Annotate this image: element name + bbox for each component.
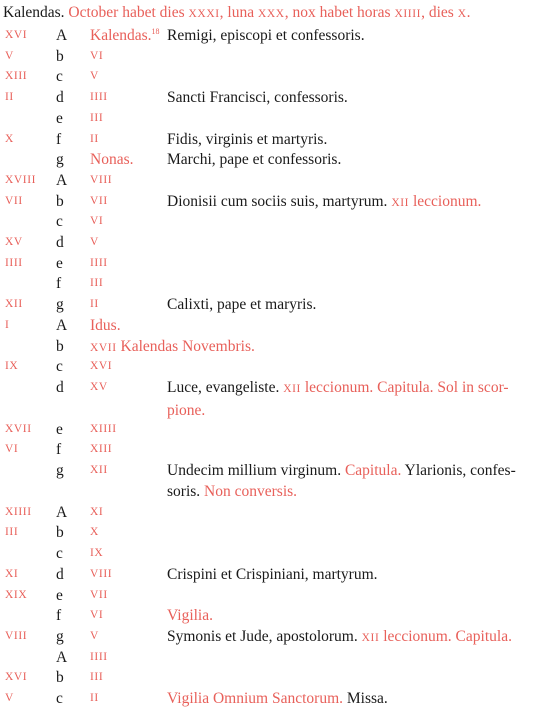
dominical-letter: f: [56, 441, 62, 459]
feast-text: [167, 377, 537, 421]
heading-rest-b: , luna: [219, 4, 255, 21]
golden-number: XIII: [5, 70, 28, 83]
day-count: XIIII: [90, 422, 117, 435]
golden-number: XIX: [5, 588, 28, 601]
dominical-letter: b: [56, 192, 64, 210]
day-count: II: [90, 692, 99, 704]
day-count: VI: [90, 609, 104, 622]
golden-number: I: [5, 318, 10, 331]
feast-line: [167, 294, 537, 315]
day-count: VIII: [90, 173, 113, 186]
dominical-letter: g: [56, 627, 64, 645]
rubric-text: Vigilia Omnium Sanctorum.: [167, 690, 344, 707]
golden-number: XVIII: [5, 173, 37, 186]
feast-name: Fidis, virginis et martyris.: [167, 130, 328, 148]
day-count: II: [90, 298, 99, 311]
dominical-letter: g: [56, 462, 64, 479]
rubric-text: leccionum.: [409, 192, 482, 210]
golden-number: XVII: [5, 422, 32, 435]
day-count: II: [90, 132, 99, 145]
golden-number: XIIII: [5, 505, 32, 518]
dominical-letter: c: [56, 358, 63, 376]
feast-line: [167, 460, 537, 481]
golden-number: VIII: [5, 629, 28, 642]
dominical-letter: b: [56, 337, 64, 355]
day-count: VII: [90, 194, 108, 207]
feast-name: Sancti Francisci, confessoris.: [167, 89, 348, 107]
heading-end: .: [466, 4, 471, 21]
feast-name: Dionisii cum sociis suis, martyrum.: [167, 192, 392, 210]
dominical-letter: e: [56, 254, 63, 272]
dominical-letter: A: [56, 171, 68, 189]
day-count: XI: [90, 505, 104, 518]
feast-name: Symonis et Jude, apostolorum.: [167, 627, 362, 645]
feast-line: [167, 605, 537, 626]
rubric-text: XII: [391, 196, 410, 209]
rubric-text: XII: [283, 382, 301, 395]
golden-number: V: [5, 49, 14, 62]
day-count: V: [90, 236, 99, 248]
feast-name: Calixti, pape et maryris.: [167, 296, 317, 314]
rubric-text: Capitula.: [344, 462, 402, 479]
golden-number: II: [5, 91, 14, 104]
dominical-letter: A: [56, 503, 68, 521]
feast-name: Marchi, pape et confessoris.: [167, 151, 342, 169]
rubric-text: leccionum. Capitula. Sol in scor-: [300, 378, 509, 396]
day-count: IIII: [90, 650, 108, 663]
dominical-letter: A: [56, 648, 68, 666]
feast-name: Ylarionis, confes-: [401, 462, 516, 479]
feast-line: [167, 129, 537, 150]
day-count: III: [90, 277, 104, 290]
day-count: Idus.: [90, 316, 121, 334]
day-count: XII: [90, 464, 108, 476]
dominical-letter: b: [56, 669, 64, 687]
feast-line: [167, 377, 537, 400]
heading-dies: X: [457, 8, 467, 20]
feast-text: [167, 294, 537, 315]
dominical-letter: e: [56, 586, 63, 604]
day-count: VIII: [90, 567, 113, 580]
feast-line: [167, 481, 537, 502]
dominical-letter: e: [56, 109, 63, 127]
feast-line: [167, 87, 537, 108]
day-label: Kalendas Novembris.: [116, 337, 255, 355]
day-count: IIII: [90, 256, 108, 269]
day-count: VI: [90, 49, 104, 62]
day-count: Nonas.: [90, 151, 134, 169]
feast-text: [167, 87, 537, 108]
dominical-letter: A: [56, 316, 68, 334]
rubric-text: Vigilia.: [167, 607, 213, 625]
dominical-letter: d: [56, 565, 64, 583]
golden-number: IIII: [5, 256, 23, 269]
day-count: [90, 336, 255, 359]
heading-kalendas: Kalendas.: [3, 4, 65, 21]
dominical-letter: c: [56, 68, 63, 86]
heading-luna: XXX: [257, 8, 285, 20]
dominical-letter: d: [56, 378, 64, 396]
day-count: III: [90, 671, 104, 684]
rubric-text: XII: [361, 631, 380, 644]
day-count: IX: [90, 547, 104, 560]
day-count: XV: [90, 380, 108, 393]
golden-number: XII: [5, 298, 23, 311]
dominical-letter: c: [56, 545, 63, 563]
day-count: XIII: [90, 443, 113, 456]
feast-name: Luce, evangeliste.: [167, 378, 284, 396]
feast-line: [167, 25, 537, 46]
heading-hours: XIIII: [394, 8, 422, 20]
feast-text: [167, 460, 537, 502]
dominical-letter: A: [56, 27, 68, 44]
day-count: V: [90, 629, 99, 642]
day-count: XVI: [90, 360, 113, 373]
feast-text: [167, 605, 537, 626]
feast-name: soris.: [167, 483, 205, 500]
golden-number: III: [5, 526, 19, 539]
feast-name: Undecim millium virginum.: [167, 462, 345, 479]
golden-number: XI: [5, 567, 19, 580]
feast-text: [167, 688, 537, 709]
day-count: VI: [90, 215, 104, 228]
golden-number: VI: [5, 443, 19, 456]
golden-number: IX: [5, 360, 19, 373]
feast-text: [167, 149, 537, 170]
dominical-letter: b: [56, 524, 64, 542]
golden-number: X: [5, 132, 14, 145]
dominical-letter: f: [56, 607, 62, 625]
dominical-letter: e: [56, 420, 63, 438]
feast-text: [167, 191, 537, 214]
day-count: IIII: [90, 91, 108, 104]
feast-name: Crispini et Crispiniani, martyrum.: [167, 565, 378, 583]
day-count: VII: [90, 588, 108, 601]
feast-line: [167, 191, 537, 214]
day-count: X: [90, 526, 99, 539]
rubric-text: leccionum. Capitula.: [379, 627, 512, 645]
footnote-marker: 18: [151, 27, 160, 36]
dominical-letter: c: [56, 690, 63, 707]
golden-number: V: [5, 692, 14, 704]
feast-text: [167, 564, 537, 585]
feast-name: Missa.: [343, 690, 388, 707]
feast-text: [167, 129, 537, 150]
rubric-text: Non conversis.: [204, 483, 298, 500]
golden-number: VII: [5, 194, 23, 207]
feast-line: [167, 149, 537, 170]
feast-text: [167, 626, 537, 649]
golden-number: XV: [5, 236, 23, 248]
feast-line: [167, 626, 537, 649]
rubric-text: pione.: [167, 401, 206, 419]
feast-line: [167, 400, 537, 421]
heading-rest-d: , dies: [421, 4, 454, 21]
dominical-letter: d: [56, 89, 64, 107]
day-count: V: [90, 70, 99, 83]
feast-line: [167, 564, 537, 585]
dominical-letter: d: [56, 234, 64, 251]
feast-line: [167, 688, 537, 709]
day-numeral: XVII: [90, 341, 117, 354]
feast-name: Remigi, episcopi et confessoris.: [167, 27, 365, 44]
day-count: III: [90, 111, 104, 124]
golden-number: XVI: [5, 29, 28, 41]
dominical-letter: b: [56, 47, 64, 65]
heading-rest-c: , nox habet horas: [284, 4, 391, 21]
month-heading: [3, 1, 548, 26]
day-count: Kalendas.$^{18}$: [90, 27, 160, 44]
dominical-letter: f: [56, 275, 62, 293]
golden-number: XVI: [5, 671, 28, 684]
dominical-letter: c: [56, 213, 63, 231]
dominical-letter: f: [56, 130, 62, 148]
heading-rest-a: October habet dies: [68, 4, 185, 21]
dominical-letter: g: [56, 296, 64, 314]
dominical-letter: g: [56, 151, 64, 169]
feast-text: [167, 25, 537, 46]
heading-days: XXXI: [188, 8, 220, 20]
